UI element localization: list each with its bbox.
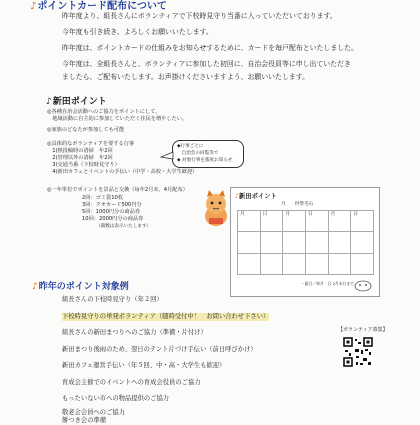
intro-line: ◎具体的なボランティアを要する行事: [47, 141, 135, 147]
card-cell: [351, 254, 374, 275]
intro-line: 4)新田カフェとイベントの手伝い（中学・高校・大学生歓迎）: [47, 169, 198, 175]
card-title: ♪新田ポイント: [235, 193, 277, 200]
section-title-examples: ♪昨年のポイント対象例: [32, 282, 129, 292]
example-item: もったいない市への物品提供のご協力: [62, 395, 170, 402]
card-cell: 月: [329, 211, 352, 232]
card-subtitle: 月 世帯毛石: [281, 202, 314, 207]
section1-paragraph: 今年度も引き続き、よろしくお願いいたします。: [62, 28, 213, 36]
card-cell: [351, 232, 374, 253]
card-footnote: ・組日／毎月 日 2月末日まで: [301, 281, 354, 286]
section1-paragraph: ましたら、ご配布いたします。お声掛けくださいますよう、お願いいたします。: [62, 73, 309, 81]
music-note-icon: ♪: [32, 282, 38, 292]
section-title-point-card: ♪ポイントカード配布について: [30, 1, 167, 12]
qr-label: 【ボランティア募集】: [338, 327, 388, 333]
intro-line: 2)管理以外の清掃 年2回: [47, 155, 113, 161]
bubble-tail-icon: [160, 151, 174, 161]
intro-line: ◎各種自治会活動へのご協力をポイントにして、: [47, 109, 161, 115]
card-cell: [238, 254, 261, 275]
card-cell: [329, 254, 352, 275]
reward-item: 10回：2000円分の商品券: [82, 216, 144, 222]
card-cell: 日: [306, 211, 329, 232]
example-item: 下校時見守りの単発ボランティア（随時受付中！ お問い合わせ下さい）: [62, 313, 270, 320]
reward-item: 2回：ゴミ袋10枚: [82, 195, 124, 201]
section1-paragraph: 昨年度は、ポイントカードの仕組みをお知らせするために、カードを毎戸配布といたしました。: [62, 44, 358, 52]
info-bubble: [172, 140, 244, 168]
bubble-line: ◆ 対象行事を都度お知らせ: [177, 158, 233, 163]
bubble-line: 自治会の回覧等で: [177, 151, 219, 156]
card-cell: [329, 232, 352, 253]
card-cell: [261, 254, 284, 275]
card-cell: [238, 232, 261, 253]
card-cell: 日: [261, 211, 284, 232]
example-item: 新田まつり後雨のため、翌日のテント片づけ手伝い（前日呼びかけ）: [62, 346, 257, 353]
rewards-heading: ◎一年単位でポイントを景品と交換（毎年2月末、4月配布）: [47, 187, 188, 193]
section1-paragraph: 今年度は、全組長さんと、ボランティアに参加した初回に、自治会役員等に申し出ていただき: [62, 60, 351, 68]
example-item: 餅つき会の準備: [62, 417, 107, 424]
intro-line: 3)交通当番（下校時見守り）: [47, 162, 120, 168]
section1-paragraph: 昨年度より、組長さんにボランティアで下校時見守り当番に入っていただいております。: [62, 12, 337, 20]
card-cell: [283, 254, 306, 275]
card-cell: [283, 232, 306, 253]
bubble-line: ◆行事ごとに: [177, 144, 204, 149]
music-note-icon: ♪: [30, 1, 37, 12]
intro-line: ◎家族のどなたが参加しても可能: [47, 127, 125, 133]
card-cell: [306, 254, 329, 275]
example-item: 新田カフェ運営手伝い（年５回、中・高・大学生も歓迎）: [62, 362, 226, 369]
reward-item: 3回：クオカード500円分: [82, 202, 142, 208]
character-icon: [353, 276, 373, 292]
example-item: 組長さんの下校時見守り（年２回）: [62, 296, 163, 303]
card-cell: [261, 232, 284, 253]
example-item: 育成会主催でのイベントへの育成会役員のご協力: [62, 379, 201, 386]
example-item: 組長さんの新田まつりへのご協力（準備・片付け）: [62, 329, 207, 336]
section-title-nitta-point: ♪新田ポイント: [46, 97, 107, 107]
card-grid: [237, 210, 374, 275]
mascot-icon: [198, 190, 234, 228]
reward-item: 5回：1000円分の商品券: [82, 209, 141, 215]
card-cell: 月: [238, 211, 261, 232]
music-note-icon: ♪: [235, 193, 240, 200]
intro-line: 1)熱投稿時の清掃 年2回: [47, 148, 113, 154]
example-item: 敬老会会員へのご協力: [62, 409, 125, 416]
music-note-icon: ♪: [46, 97, 52, 107]
card-cell: [306, 232, 329, 253]
card-cell: 日: [351, 211, 374, 232]
intro-line: 地域活動に自主的に参加していただく住民を増やしたい。: [47, 116, 188, 122]
qr-code-icon[interactable]: [343, 337, 373, 367]
reward-note: （満数は表示いたします）: [96, 224, 152, 229]
point-card: [230, 187, 380, 297]
card-cell: 月: [283, 211, 306, 232]
